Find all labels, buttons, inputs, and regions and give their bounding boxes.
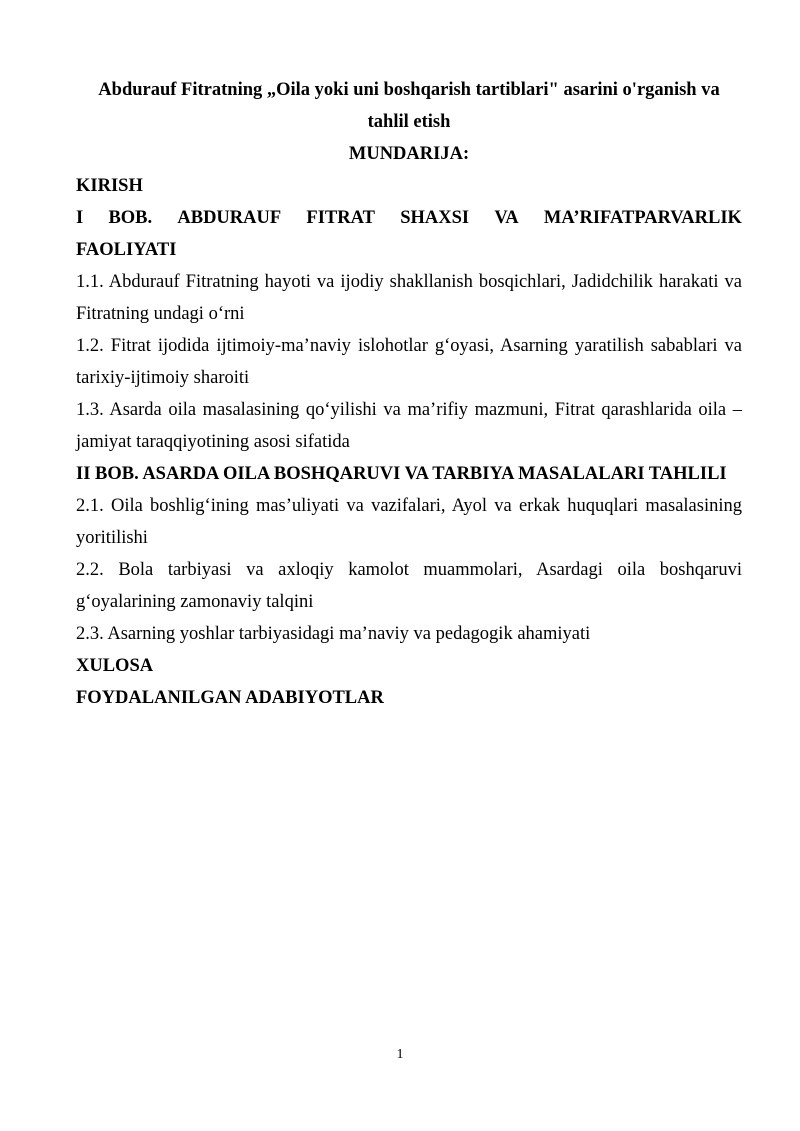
- chapter-1-word: BOB.: [108, 208, 153, 228]
- table-of-contents: [76, 170, 742, 714]
- toc-item-section-1-1: 1.1. Abdurauf Fitratning hayoti va ijodiy shakllanish bosqichlari, Jadidchilik harakati va Fitratning undagi o‘rni: [76, 272, 742, 324]
- chapter-1-word: I: [76, 208, 84, 228]
- toc-item-section-1-2: 1.2. Fitrat ijodida ijtimoiy-ma’naviy islohotlar g‘oyasi, Asarning yaratilish sabablari va tarixiy-ijtimoiy sharoiti: [76, 336, 742, 388]
- toc-item-intro: KIRISH: [76, 176, 143, 196]
- toc-item-section-2-1: 2.1. Oila boshlig‘ining mas’uliyati va vazifalari, Ayol va erkak huquqlari masalasining yoritilishi: [76, 496, 742, 548]
- document-title: Abdurauf Fitratning „Oila yoki uni boshqarish tartiblari" asarini o'rganish va tahlil etish: [98, 80, 720, 132]
- toc-item-chapter-1: [76, 202, 742, 266]
- toc-item-section-1-3: 1.3. Asarda oila masalasining qo‘yilishi va ma’rifiy mazmuni, Fitrat qarashlarida oila – jamiyat taraqqiyotining asosi sifatida: [76, 400, 742, 452]
- toc-item-section-2-3: 2.3. Asarning yoshlar tarbiyasidagi ma’naviy va pedagogik ahamiyati: [76, 624, 591, 644]
- page-number: 1: [396, 1047, 404, 1062]
- toc-heading: MUNDARIJA:: [348, 144, 470, 164]
- chapter-1-word: SHAXSI: [400, 208, 470, 228]
- chapter-1-word: FITRAT: [306, 208, 375, 228]
- chapter-1-title-continuation: FAOLIYATI: [76, 240, 177, 260]
- toc-item-conclusion: XULOSA: [76, 656, 154, 676]
- chapter-1-word: ABDURAUF: [177, 208, 282, 228]
- chapter-1-word: MA’RIFATPARVARLIK: [543, 208, 742, 228]
- chapter-1-word: VA: [494, 208, 519, 228]
- toc-item-references: FOYDALANILGAN ADABIYOTLAR: [76, 688, 384, 708]
- toc-item-section-2-2: 2.2. Bola tarbiyasi va axloqiy kamolot muammolari, Asardagi oila boshqaruvi g‘oyalarining zamonaviy talqini: [76, 560, 742, 612]
- toc-item-chapter-2: II BOB. ASARDA OILA BOSHQARUVI VA TARBIYA MASALALARI TAHLILI: [76, 464, 727, 484]
- chapter-1-title-line: [76, 202, 742, 234]
